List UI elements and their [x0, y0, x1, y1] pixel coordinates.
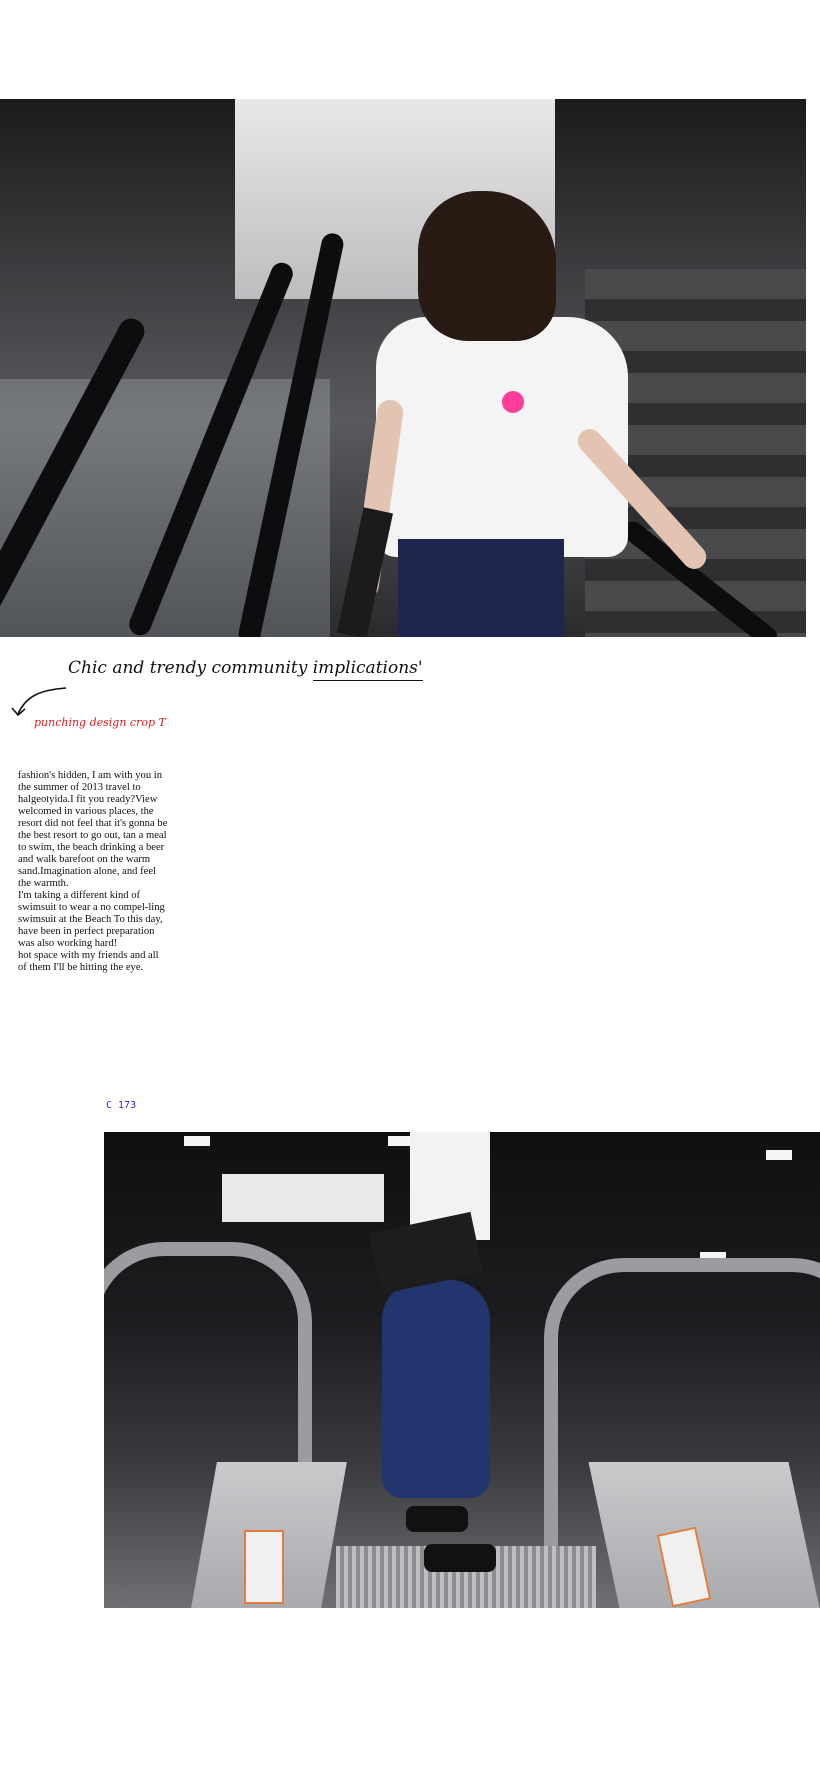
headline-underlined: implications'	[313, 658, 423, 681]
clutch-bag	[369, 1212, 484, 1294]
clutch-bag	[337, 507, 393, 637]
body-text	[18, 770, 170, 974]
jeans	[382, 1280, 490, 1498]
paragraph: hot space with my friends and all of them I'll be hitting the eye.	[18, 950, 159, 973]
escalator-caution-label	[244, 1530, 284, 1604]
platform-sandal	[406, 1506, 468, 1532]
paragraph: I'm taking a different kind of swimsuit to wear a no compel-ling swimsuit at the Beach To this day, have been in perfect preparation was also working hard!	[18, 890, 165, 949]
paragraph: fashion's hidden, I am with you in the summer of 2013 travel to halgeotyida.I fit you ready?View welcomed in various places, the resort did not feel that it's gonna be the best resort to go out, tan a meal to swim, the beach drinking a beer and walk barefoot on the warm sand.Imagination alone, and feel the warmth.	[18, 770, 168, 889]
hair	[418, 191, 556, 341]
size-note: C 173	[106, 1100, 137, 1111]
subtitle: punching design crop T	[34, 716, 166, 729]
platform-sandal	[424, 1544, 496, 1572]
escalator-photo	[104, 1132, 820, 1608]
hero-photo	[0, 99, 806, 637]
ceiling-light	[766, 1150, 792, 1160]
headline-text: Chic and trendy community	[68, 658, 313, 678]
jeans	[398, 539, 564, 637]
headline	[68, 658, 423, 678]
ceiling-ac-unit	[222, 1174, 384, 1222]
necklace-flower	[502, 391, 524, 413]
ceiling-light	[184, 1136, 210, 1146]
